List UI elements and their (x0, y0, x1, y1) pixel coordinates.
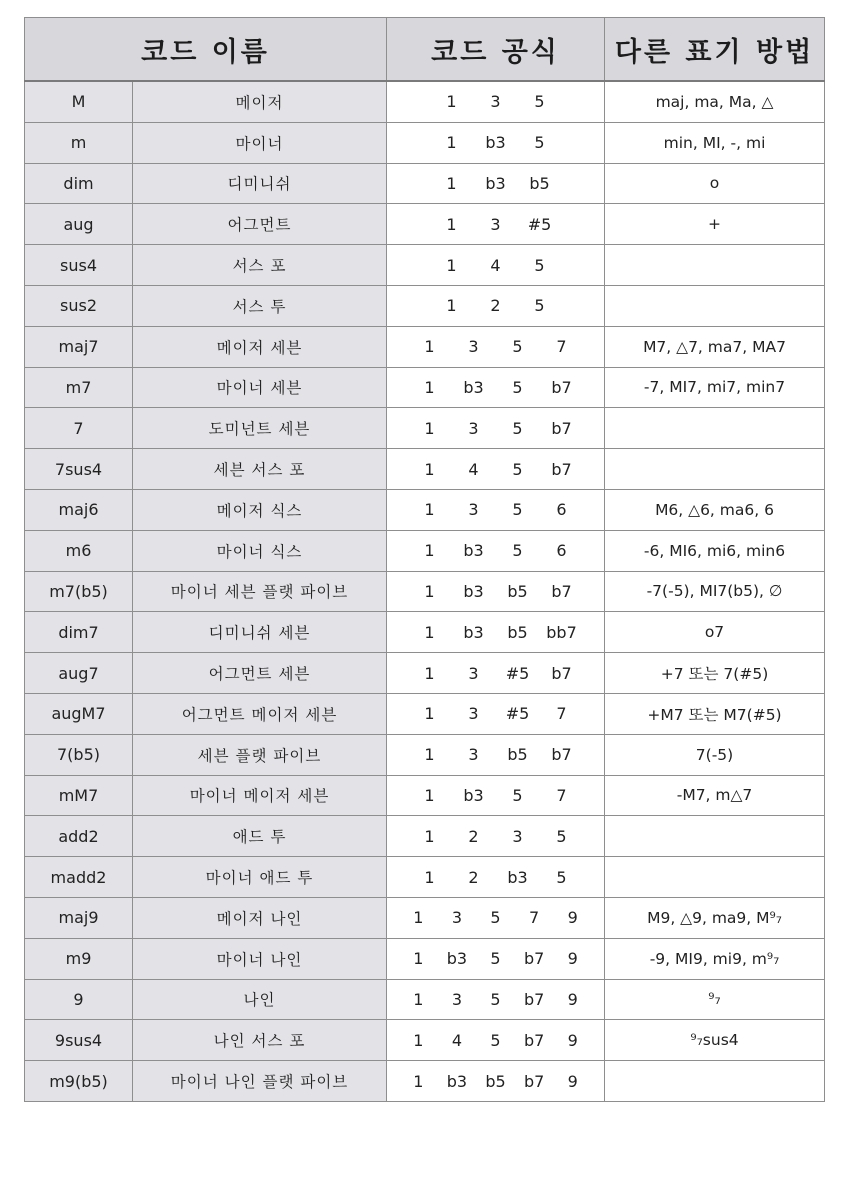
chord-name: 어그먼트 메이저 세븐 (133, 693, 387, 734)
alt-notation: o (605, 163, 825, 204)
formula-degree: 1 (424, 663, 435, 683)
chord-name: 마이너 나인 플랫 파이브 (133, 1061, 387, 1102)
formula-degree: 5 (490, 949, 501, 969)
formula-degree: 5 (512, 337, 523, 357)
formula-degree: 3 (468, 745, 479, 765)
formula-degree: b7 (523, 949, 545, 969)
formula-degree: 3 (451, 908, 463, 928)
chord-formula (387, 979, 605, 1020)
table-row (25, 326, 825, 367)
header-formula: 코드 공식 (387, 18, 605, 82)
formula-degree: 3 (451, 989, 463, 1009)
chord-formula (387, 897, 605, 938)
table-row (25, 489, 825, 530)
chord-formula (387, 938, 605, 979)
formula-degree: 1 (413, 1030, 424, 1050)
alt-notation: 7(-5) (605, 734, 825, 775)
formula-degree: 3 (468, 500, 479, 520)
formula-degree: 3 (468, 337, 479, 357)
header-chord-name: 코드 이름 (25, 18, 387, 82)
chord-symbol: m9(b5) (25, 1061, 133, 1102)
chord-name: 애드 투 (133, 816, 387, 857)
table-row (25, 612, 825, 653)
table-row (25, 1061, 825, 1102)
formula-degree: 9 (567, 908, 578, 928)
table-row (25, 693, 825, 734)
chord-name: 세븐 서스 포 (133, 449, 387, 490)
table-row (25, 571, 825, 612)
alt-notation (605, 816, 825, 857)
formula-degree: 1 (446, 255, 457, 275)
formula-degree: b7 (551, 418, 572, 438)
table-row (25, 816, 825, 857)
table-row (25, 204, 825, 245)
chord-chart (24, 17, 824, 1102)
formula-degree: 5 (556, 867, 567, 887)
chord-formula (387, 326, 605, 367)
chord-symbol: mM7 (25, 775, 133, 816)
formula-degree: b5 (485, 1071, 506, 1091)
chord-name: 마이너 애드 투 (133, 857, 387, 898)
formula-degree: b7 (523, 1030, 545, 1050)
chord-symbol: add2 (25, 816, 133, 857)
formula-degree: 1 (413, 989, 424, 1009)
chord-symbol: 7(b5) (25, 734, 133, 775)
chord-symbol: 9sus4 (25, 1020, 133, 1061)
chord-formula (387, 775, 605, 816)
formula-degree: 3 (468, 704, 479, 724)
chord-formula (387, 734, 605, 775)
alt-notation (605, 857, 825, 898)
table-row (25, 897, 825, 938)
chord-symbol: m9 (25, 938, 133, 979)
formula-degree: 2 (468, 867, 479, 887)
chord-symbol: 9 (25, 979, 133, 1020)
table-row (25, 408, 825, 449)
formula-degree: 1 (413, 908, 424, 928)
table-row (25, 367, 825, 408)
chord-formula (387, 122, 605, 163)
table-row (25, 530, 825, 571)
chord-name: 마이너 나인 (133, 938, 387, 979)
chord-name: 마이너 메이저 세븐 (133, 775, 387, 816)
alt-notation (605, 449, 825, 490)
alt-notation: ⁹₇sus4 (605, 1020, 825, 1061)
formula-degree: b7 (551, 663, 572, 683)
formula-degree: 1 (446, 133, 457, 153)
chord-formula (387, 693, 605, 734)
formula-degree: #5 (505, 704, 530, 724)
chord-symbol: sus2 (25, 285, 133, 326)
formula-degree: 1 (424, 337, 435, 357)
formula-degree: b7 (551, 377, 572, 397)
formula-degree: 4 (451, 1030, 463, 1050)
chord-symbol: m6 (25, 530, 133, 571)
formula-degree: 5 (512, 418, 523, 438)
formula-degree: 1 (424, 704, 435, 724)
formula-degree: #5 (527, 214, 552, 234)
chord-name: 어그먼트 (133, 204, 387, 245)
formula-degree: 7 (556, 337, 567, 357)
formula-degree: 5 (512, 377, 523, 397)
chord-symbol: maj6 (25, 489, 133, 530)
formula-degree: 4 (468, 459, 479, 479)
formula-degree: b7 (523, 989, 545, 1009)
table-body (25, 81, 825, 1101)
formula-degree: b5 (507, 745, 528, 765)
chord-formula (387, 857, 605, 898)
formula-degree: 9 (567, 989, 578, 1009)
table-row (25, 857, 825, 898)
chord-name: 세븐 플랫 파이브 (133, 734, 387, 775)
chord-formula (387, 449, 605, 490)
formula-degree: 4 (490, 255, 501, 275)
formula-degree: 7 (556, 704, 567, 724)
chord-name: 마이너 (133, 122, 387, 163)
chord-symbol: m7(b5) (25, 571, 133, 612)
chord-symbol: M (25, 81, 133, 122)
formula-degree: 1 (446, 92, 457, 112)
formula-degree: 1 (424, 459, 435, 479)
chord-formula (387, 245, 605, 286)
chord-symbol: aug7 (25, 653, 133, 694)
formula-degree: 1 (424, 826, 435, 846)
chord-symbol: maj9 (25, 897, 133, 938)
chord-formula (387, 816, 605, 857)
chord-symbol: m7 (25, 367, 133, 408)
formula-degree: 5 (512, 541, 523, 561)
chord-name: 서스 포 (133, 245, 387, 286)
table-row (25, 979, 825, 1020)
table-row (25, 775, 825, 816)
formula-degree: b3 (463, 541, 484, 561)
formula-degree: b7 (523, 1071, 545, 1091)
chord-name: 나인 서스 포 (133, 1020, 387, 1061)
formula-degree: 3 (512, 826, 523, 846)
formula-degree: b3 (463, 622, 484, 642)
alt-notation (605, 408, 825, 449)
formula-degree: 1 (424, 622, 435, 642)
chord-formula (387, 367, 605, 408)
formula-degree: 5 (512, 500, 523, 520)
alt-notation: min, MI, -, mi (605, 122, 825, 163)
formula-degree: 1 (424, 745, 435, 765)
alt-notation: -7(-5), MI7(b5), ∅ (605, 571, 825, 612)
formula-degree: 9 (567, 1030, 578, 1050)
chord-symbol: aug (25, 204, 133, 245)
alt-notation: o7 (605, 612, 825, 653)
alt-notation (605, 245, 825, 286)
formula-degree: 6 (556, 500, 567, 520)
chord-formula (387, 571, 605, 612)
header-alt-notation: 다른 표기 방법 (605, 18, 825, 82)
chord-formula (387, 408, 605, 449)
alt-notation: -M7, m△7 (605, 775, 825, 816)
formula-degree: b5 (529, 173, 550, 193)
chord-formula (387, 204, 605, 245)
formula-degree: 5 (512, 459, 523, 479)
formula-degree: 1 (424, 581, 435, 601)
table-row (25, 285, 825, 326)
chord-formula (387, 612, 605, 653)
formula-degree: 5 (512, 785, 523, 805)
table-row (25, 653, 825, 694)
chord-symbol: m (25, 122, 133, 163)
alt-notation: -6, MI6, mi6, min6 (605, 530, 825, 571)
chord-name: 메이저 세븐 (133, 326, 387, 367)
formula-degree: 5 (534, 296, 545, 316)
chord-formula (387, 530, 605, 571)
chord-symbol: madd2 (25, 857, 133, 898)
chord-symbol: sus4 (25, 245, 133, 286)
formula-degree: 3 (468, 663, 479, 683)
formula-degree: 3 (490, 92, 501, 112)
alt-notation: +7 또는 7(#5) (605, 653, 825, 694)
formula-degree: b7 (551, 745, 572, 765)
formula-degree: 1 (424, 785, 435, 805)
formula-degree: 5 (556, 826, 567, 846)
chord-formula (387, 1061, 605, 1102)
chord-name: 나인 (133, 979, 387, 1020)
formula-degree: 1 (424, 500, 435, 520)
formula-degree: b3 (507, 867, 528, 887)
chord-name: 디미니쉬 (133, 163, 387, 204)
alt-notation: +M7 또는 M7(#5) (605, 693, 825, 734)
table-row (25, 122, 825, 163)
formula-degree: 6 (556, 541, 567, 561)
formula-degree: 2 (490, 296, 501, 316)
formula-degree: 1 (446, 214, 457, 234)
formula-degree: 1 (424, 541, 435, 561)
table-row (25, 163, 825, 204)
formula-degree: 1 (424, 377, 435, 397)
formula-degree: 3 (490, 214, 501, 234)
formula-degree: 5 (490, 908, 501, 928)
formula-degree: b3 (463, 581, 484, 601)
chord-name: 메이저 나인 (133, 897, 387, 938)
formula-degree: 9 (567, 949, 578, 969)
chord-formula (387, 81, 605, 122)
formula-degree: 5 (490, 989, 501, 1009)
table-row (25, 81, 825, 122)
alt-notation (605, 285, 825, 326)
formula-degree: b3 (485, 133, 506, 153)
formula-degree: bb7 (546, 622, 577, 642)
chord-formula (387, 653, 605, 694)
chord-symbol: dim (25, 163, 133, 204)
alt-notation: -7, MI7, mi7, min7 (605, 367, 825, 408)
formula-degree: 5 (534, 133, 545, 153)
chord-formula (387, 489, 605, 530)
formula-degree: b3 (485, 173, 506, 193)
chord-name: 메이저 (133, 81, 387, 122)
formula-degree: 1 (413, 1071, 424, 1091)
alt-notation: M6, △6, ma6, 6 (605, 489, 825, 530)
alt-notation (605, 1061, 825, 1102)
chord-name: 도미넌트 세븐 (133, 408, 387, 449)
formula-degree: b3 (446, 949, 468, 969)
formula-degree: b7 (551, 581, 572, 601)
formula-degree: b5 (507, 622, 528, 642)
formula-degree: 1 (446, 173, 457, 193)
formula-degree: 7 (529, 908, 540, 928)
formula-degree: 5 (534, 92, 545, 112)
table-row (25, 1020, 825, 1061)
chord-symbol: augM7 (25, 693, 133, 734)
chord-name: 마이너 식스 (133, 530, 387, 571)
chord-formula (387, 285, 605, 326)
chord-symbol: 7sus4 (25, 449, 133, 490)
chord-formula (387, 1020, 605, 1061)
chord-symbol: dim7 (25, 612, 133, 653)
formula-degree: b3 (463, 377, 484, 397)
formula-degree: 5 (490, 1030, 501, 1050)
formula-degree: 7 (556, 785, 567, 805)
table-row (25, 734, 825, 775)
alt-notation: -9, MI9, mi9, m⁹₇ (605, 938, 825, 979)
chord-name: 마이너 세븐 (133, 367, 387, 408)
formula-degree: 5 (534, 255, 545, 275)
chord-name: 어그먼트 세븐 (133, 653, 387, 694)
chord-symbol: 7 (25, 408, 133, 449)
formula-degree: 2 (468, 826, 479, 846)
formula-degree: 9 (567, 1071, 578, 1091)
chord-table (24, 17, 825, 1102)
formula-degree: b3 (463, 785, 484, 805)
alt-notation: maj, ma, Ma, △ (605, 81, 825, 122)
alt-notation: + (605, 204, 825, 245)
alt-notation: M9, △9, ma9, M⁹₇ (605, 897, 825, 938)
chord-symbol: maj7 (25, 326, 133, 367)
formula-degree: b3 (446, 1071, 468, 1091)
formula-degree: b5 (507, 581, 528, 601)
chord-formula (387, 163, 605, 204)
alt-notation: ⁹₇ (605, 979, 825, 1020)
chord-name: 메이저 식스 (133, 489, 387, 530)
alt-notation: M7, △7, ma7, MA7 (605, 326, 825, 367)
formula-degree: 1 (446, 296, 457, 316)
formula-degree: b7 (551, 459, 572, 479)
chord-name: 디미니쉬 세븐 (133, 612, 387, 653)
chord-name: 마이너 세븐 플랫 파이브 (133, 571, 387, 612)
table-row (25, 938, 825, 979)
table-header (25, 18, 825, 82)
formula-degree: 1 (413, 949, 424, 969)
formula-degree: 1 (424, 867, 435, 887)
table-row (25, 449, 825, 490)
chord-name: 서스 투 (133, 285, 387, 326)
formula-degree: 1 (424, 418, 435, 438)
formula-degree: #5 (505, 663, 530, 683)
table-row (25, 245, 825, 286)
formula-degree: 3 (468, 418, 479, 438)
